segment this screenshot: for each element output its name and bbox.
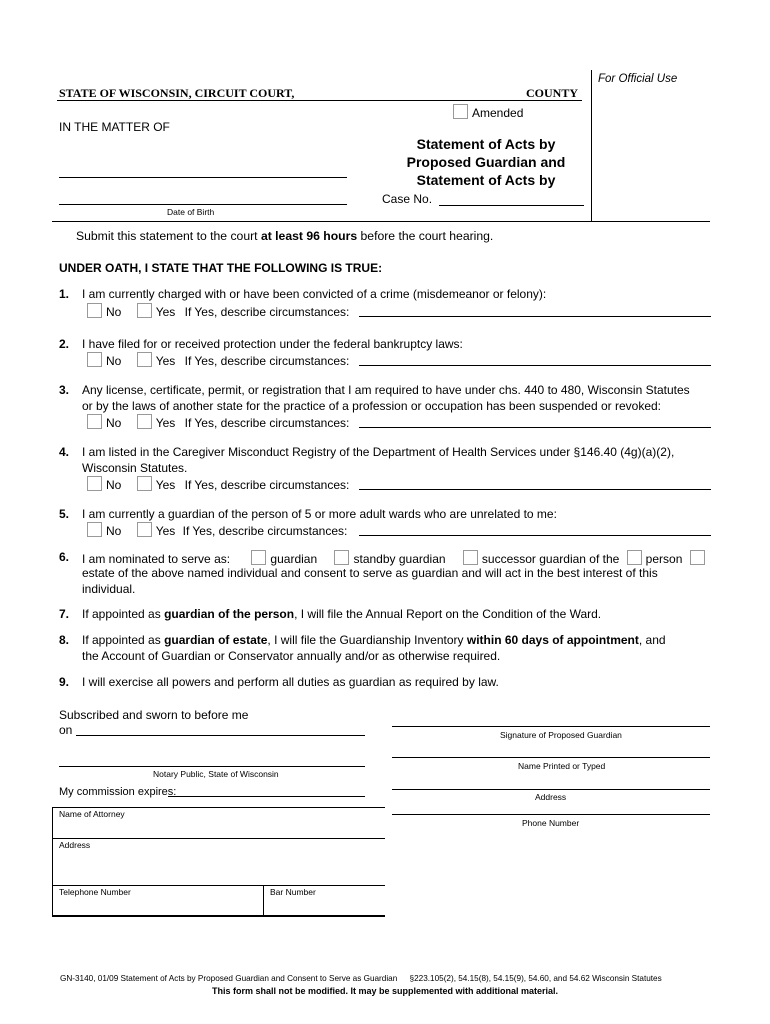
footer-notice: This form shall not be modified. It may be supplemented with additional material. [211, 986, 559, 996]
q6-person-checkbox[interactable] [627, 550, 642, 565]
amended-label: Amended [472, 106, 524, 120]
q6-standby-label: standby guardian [353, 552, 446, 566]
q1-yes-label: Yes [155, 305, 176, 319]
q8-mid: , I will file the Guardianship Inventory [267, 633, 467, 647]
signature-label: Signature of Proposed Guardian [500, 730, 622, 740]
header-bottom-line [52, 221, 710, 222]
attorney-bar-label: Bar Number [270, 887, 316, 897]
q7-number: 7. [59, 607, 70, 621]
q6-estate-checkbox[interactable] [690, 550, 705, 565]
q8-text [82, 633, 722, 664]
official-use-divider [591, 70, 592, 222]
attorney-telephone-label: Telephone Number [59, 887, 131, 897]
intro-pre: Submit this statement to the court [76, 229, 261, 243]
q4-answer-row [87, 476, 349, 492]
q5-yes-label: Yes [155, 524, 176, 538]
county-label: COUNTY [526, 86, 579, 100]
on-label: on [59, 723, 73, 737]
q2-describe-label: If Yes, describe circumstances: [184, 354, 350, 368]
q3-no-label: No [106, 416, 122, 430]
form-title [388, 135, 584, 189]
q4-text [82, 445, 732, 476]
q6-line-2: estate of the above named individual and consent to serve as guardian and will act in the best interest of this [82, 566, 658, 580]
q4-line-2: Wisconsin Statutes. [82, 460, 188, 475]
attorney-address-label: Address [59, 840, 91, 850]
phone-label: Phone Number [522, 818, 580, 828]
q7-pre: If appointed as [82, 607, 165, 621]
title-line-2: Proposed Guardian and [406, 154, 566, 170]
q3-yes-checkbox[interactable] [137, 414, 152, 429]
q8-line-2: the Account of Guardian or Conservator annually and/or as otherwise required. [82, 648, 501, 663]
amended-checkbox[interactable] [453, 104, 468, 119]
q2-no-checkbox[interactable] [87, 352, 102, 367]
commission-label: My commission expires: [59, 786, 177, 798]
q4-number: 4. [59, 445, 70, 459]
attorney-box [52, 807, 385, 917]
subscribed-label: Subscribed and sworn to before me [59, 708, 249, 722]
q3-number: 3. [59, 383, 70, 397]
title-line-3: Statement of Acts by [416, 172, 556, 188]
attorney-box-bottom-line [53, 915, 385, 916]
notary-line[interactable] [59, 766, 365, 767]
q5-number: 5. [59, 507, 70, 521]
phone-line[interactable] [392, 814, 710, 815]
q5-describe-line[interactable] [359, 535, 711, 536]
footer-form-id [60, 974, 662, 983]
q2-no-label: No [106, 354, 122, 368]
oath-heading: UNDER OATH, I STATE THAT THE FOLLOWING IS TRUE: [59, 261, 383, 275]
q2-text: I have filed for or received protection under the federal bankruptcy laws: [82, 337, 463, 351]
q1-no-checkbox[interactable] [87, 303, 102, 318]
title-line-1: Statement of Acts by [416, 136, 556, 152]
name-printed-label: Name Printed or Typed [518, 761, 606, 771]
footer-form-title: GN-3140, 01/09 Statement of Acts by Proposed Guardian and Consent to Serve as Guardian [60, 974, 398, 983]
court-line [57, 100, 582, 101]
q6-standby-checkbox[interactable] [334, 550, 349, 565]
q4-no-label: No [106, 478, 122, 492]
q4-describe-line[interactable] [359, 489, 711, 490]
q9-number: 9. [59, 675, 70, 689]
notary-label: Notary Public, State of Wisconsin [153, 769, 279, 779]
amended-checkbox-row[interactable] [453, 104, 523, 120]
q6-number: 6. [59, 550, 70, 564]
q1-number: 1. [59, 287, 70, 301]
q2-yes-checkbox[interactable] [137, 352, 152, 367]
attorney-bar-divider [263, 885, 264, 915]
q3-answer-row [87, 414, 349, 430]
q2-describe-line[interactable] [359, 365, 711, 366]
q6-pre-label: I am nominated to serve as: [82, 552, 231, 566]
q6-guardian-checkbox[interactable] [251, 550, 266, 565]
date-of-birth-line[interactable] [59, 204, 347, 205]
q7-post: , I will file the Annual Report on the Condition of the Ward. [294, 607, 602, 621]
attorney-box-top-line [53, 807, 385, 808]
q6-person-label: person [645, 552, 683, 566]
q5-text: I am currently a guardian of the person of 5 or more adult wards who are unrelated to me: [82, 507, 557, 521]
address-line[interactable] [392, 789, 710, 790]
q3-line-2: or by the laws of another state for the practice of a profession or occupation has been suspended or revoked: [82, 398, 662, 413]
q1-text: I am currently charged with or have been convicted of a crime (misdemeanor or felony): [82, 287, 547, 301]
q6-line-3: individual. [82, 581, 136, 596]
q5-answer-row [87, 522, 347, 538]
case-no-label: Case No. [382, 192, 433, 206]
q9-text: I will exercise all powers and perform all duties as guardian as required by law. [82, 675, 499, 689]
signature-line[interactable] [392, 726, 710, 727]
commission-line[interactable] [168, 796, 365, 797]
address-label: Address [535, 792, 567, 802]
q1-describe-line[interactable] [359, 316, 711, 317]
q6-continuation [82, 566, 722, 597]
attorney-address-divider [53, 885, 385, 886]
in-the-matter-label: IN THE MATTER OF [59, 120, 170, 134]
q5-no-label: No [106, 524, 122, 538]
court-heading: STATE OF WISCONSIN, CIRCUIT COURT, [59, 86, 295, 100]
q4-line-1: I am listed in the Caregiver Misconduct Registry of the Department of Health Services under §146.40 (4g)(a)(2), [82, 445, 675, 459]
q1-describe-label: If Yes, describe circumstances: [184, 305, 350, 319]
attorney-name-label: Name of Attorney [59, 809, 125, 819]
q7-text [82, 607, 722, 623]
case-no-line[interactable] [439, 205, 584, 206]
official-use-label: For Official Use [598, 73, 678, 85]
intro-post: before the court hearing. [357, 229, 494, 243]
q3-no-checkbox[interactable] [87, 414, 102, 429]
q5-no-checkbox[interactable] [87, 522, 102, 537]
q5-yes-checkbox[interactable] [137, 522, 152, 537]
q4-no-checkbox[interactable] [87, 476, 102, 491]
intro-text [76, 229, 493, 243]
q5-describe-label: If Yes, describe circumstances: [182, 524, 348, 538]
q8-post: , and [638, 633, 666, 647]
q1-yes-checkbox[interactable] [137, 303, 152, 318]
matter-name-line[interactable] [59, 177, 347, 178]
attorney-name-divider [53, 838, 385, 839]
footer-statutes: §223.105(2), 54.15(8), 54.15(9), 54.60, and 54.62 Wisconsin Statutes [409, 974, 662, 983]
q8-number: 8. [59, 633, 70, 647]
q4-yes-label: Yes [155, 478, 176, 492]
q4-describe-label: If Yes, describe circumstances: [184, 478, 350, 492]
sworn-date-line[interactable] [76, 735, 365, 736]
q7-bold: guardian of the person [164, 607, 295, 621]
q2-answer-row [87, 352, 349, 368]
q3-text [82, 383, 732, 414]
q4-yes-checkbox[interactable] [137, 476, 152, 491]
q3-describe-label: If Yes, describe circumstances: [184, 416, 350, 430]
q8-bold-2: within 60 days of appointment [466, 633, 639, 647]
q1-answer-row [87, 303, 349, 319]
q1-no-label: No [106, 305, 122, 319]
q3-yes-label: Yes [155, 416, 176, 430]
q8-bold-1: guardian of estate [164, 633, 268, 647]
q2-number: 2. [59, 337, 70, 351]
q6-guardian-label: guardian [270, 552, 318, 566]
q3-line-1: Any license, certificate, permit, or registration that I am required to have under chs. 440 to 480, Wisconsin Statutes [82, 383, 690, 397]
q6-successor-label: successor guardian of the [481, 552, 620, 566]
q3-describe-line[interactable] [359, 427, 711, 428]
q6-options-row [82, 550, 709, 566]
date-of-birth-label: Date of Birth [167, 207, 215, 217]
intro-bold: at least 96 hours [260, 229, 358, 243]
q2-yes-label: Yes [155, 354, 176, 368]
q6-successor-checkbox[interactable] [463, 550, 478, 565]
q8-pre: If appointed as [82, 633, 165, 647]
name-printed-line[interactable] [392, 757, 710, 758]
